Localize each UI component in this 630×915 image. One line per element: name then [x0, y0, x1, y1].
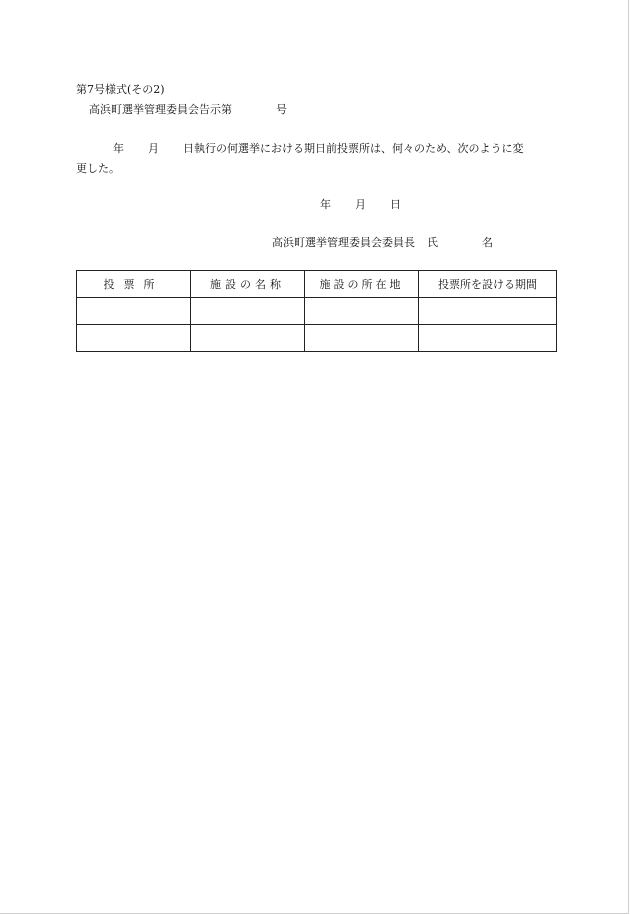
body-month: 月 — [148, 142, 159, 155]
table-row — [77, 325, 557, 352]
table-row — [77, 298, 557, 325]
table-cell — [305, 298, 419, 325]
date-year: 年 — [320, 198, 331, 211]
column-header-polling-station: 投票所 — [77, 271, 191, 298]
table-cell — [191, 298, 305, 325]
body-year: 年 — [113, 142, 124, 155]
table-cell — [419, 298, 557, 325]
column-header-facility-address: 施設の所在地 — [305, 271, 419, 298]
signature-title: 高浜町選挙管理委員会委員長 — [272, 236, 415, 249]
signature-name-prefix: 氏 — [427, 236, 438, 249]
notice-suffix: 号 — [276, 103, 287, 116]
table-cell — [191, 325, 305, 352]
table-cell — [305, 325, 419, 352]
table-cell — [77, 325, 191, 352]
column-header-facility-name: 施設の名称 — [191, 271, 305, 298]
date-month: 月 — [355, 198, 366, 211]
body-sentence: 日執行の何選挙における期日前投票所は、何々のため、次のように変 — [183, 142, 524, 155]
notice-prefix: 高浜町選挙管理委員会告示第 — [89, 103, 232, 116]
notice-body-line-1 — [76, 141, 524, 156]
date-line — [320, 197, 401, 212]
form-number: 第7号様式(その2) — [76, 83, 165, 96]
table-header-row — [77, 271, 557, 298]
table-cell — [77, 298, 191, 325]
signature-name-suffix: 名 — [482, 236, 493, 249]
polling-station-table — [76, 270, 557, 352]
date-day: 日 — [390, 198, 401, 211]
table-cell — [419, 325, 557, 352]
column-header-period: 投票所を設ける期間 — [419, 271, 557, 298]
notice-number-line — [89, 102, 287, 117]
notice-body-line-2: 更した。 — [76, 162, 120, 175]
signature-line — [272, 235, 493, 250]
